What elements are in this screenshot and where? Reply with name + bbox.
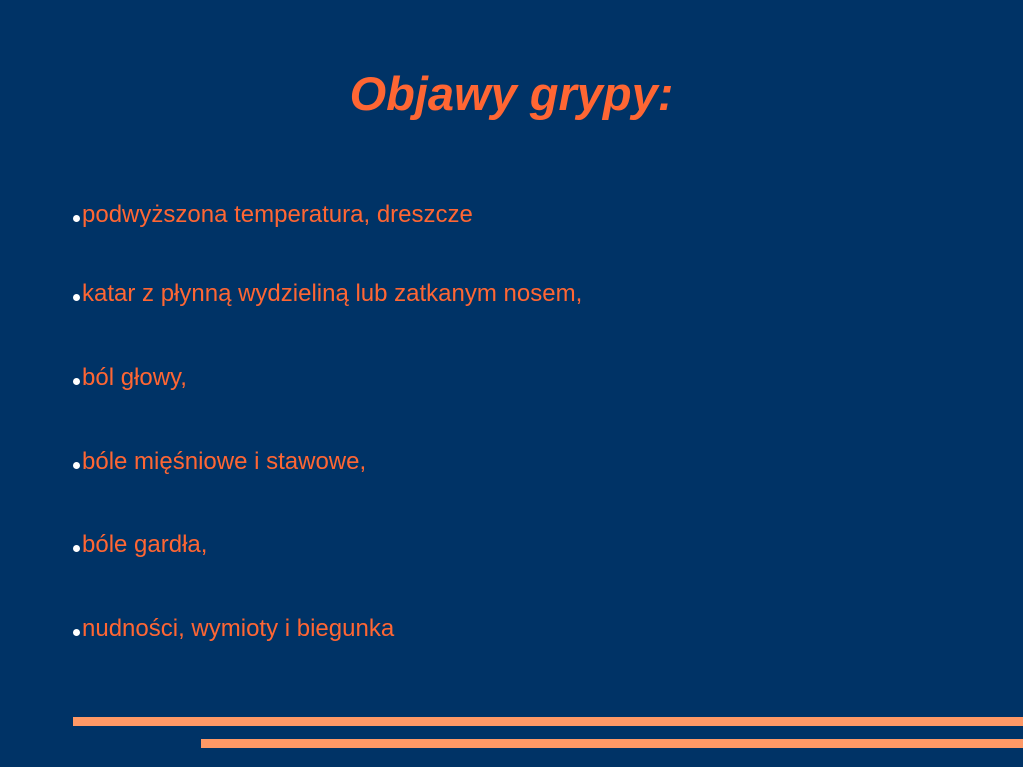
list-item <box>73 530 207 560</box>
bullet-text: bóle mięśniowe i stawowe, <box>82 448 367 475</box>
bullet-dot-icon <box>73 378 80 385</box>
bullet-dot-icon <box>73 545 80 552</box>
bullet-text: podwyższona temperatura, dreszcze <box>82 201 473 228</box>
bullet-text: katar z płynną wydzieliną lub zatkanym nosem, <box>82 280 583 307</box>
bullet-dot-icon <box>73 215 80 222</box>
decorative-bar-top <box>73 717 1023 726</box>
list-item <box>73 200 473 230</box>
bullet-text: nudności, wymioty i biegunka <box>82 615 395 642</box>
bullet-dot-icon <box>73 629 80 636</box>
slide-title: Objawy grypy: <box>349 67 674 120</box>
list-item <box>73 363 187 393</box>
bullet-text: bóle gardła, <box>82 531 208 558</box>
bullet-text: ból głowy, <box>82 364 187 391</box>
decorative-bar-bottom <box>201 739 1023 748</box>
list-item <box>73 447 366 477</box>
bullet-dot-icon <box>73 294 80 301</box>
list-item <box>73 614 394 644</box>
bullet-dot-icon <box>73 462 80 469</box>
list-item <box>73 279 582 309</box>
